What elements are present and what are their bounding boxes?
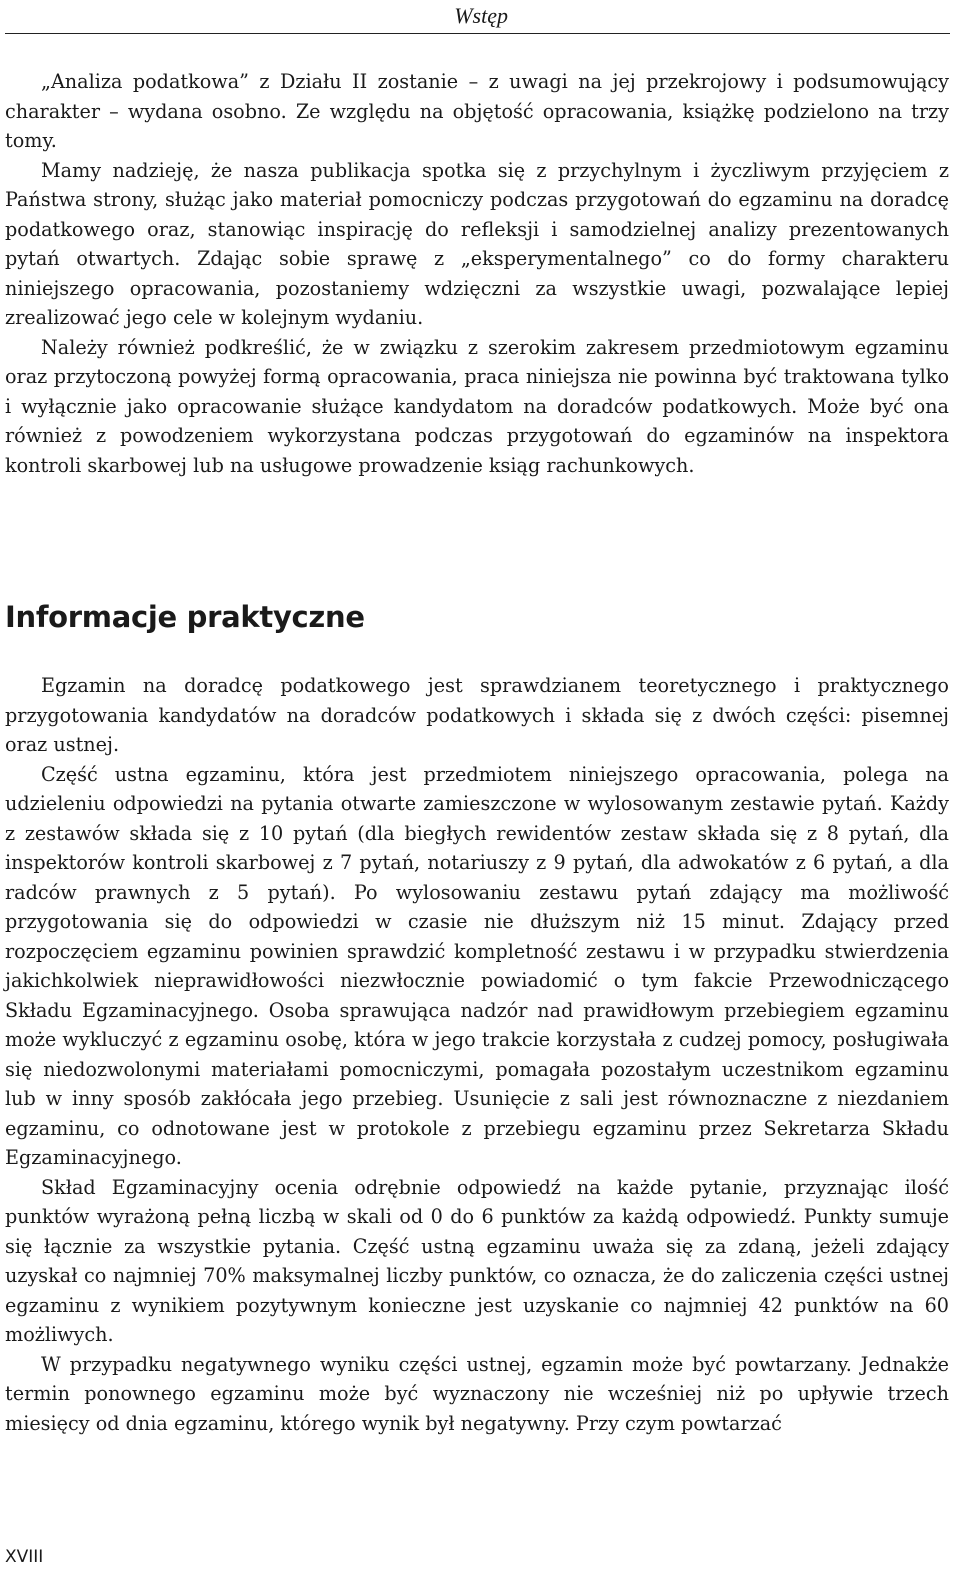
section-paragraph: W przypadku negatywnego wyniku części ustnej, egzamin może być powtarzany. Jednakże termin ponownego egzaminu może być wyznaczony nie wcześniej niż po upływie trzech miesięcy od dnia egzaminu, którego wynik był negatywny. Przy czym powtarzać (5, 1352, 949, 1435)
running-head-title: Wstęp (454, 3, 508, 28)
practical-info-section (5, 671, 949, 1438)
intro-paragraph: „Analiza podatkowa” z Działu II zostanie – z uwagi na jej przekrojowy i podsumowujący charakter – wydana osobno. Ze względu na objętość opracowania, książkę podzielono na trzy tomy. (5, 70, 949, 152)
section-paragraph: Część ustna egzaminu, która jest przedmiotem niniejszego opracowania, polega na udzieleniu odpowiedzi na pytania otwarte zamieszczone w wylosowanym zestawie pytań. Każdy z zestawów składa się z 10 pytań (dla biegłych rewidentów zestaw składa się z 8 pytań, dla inspektorów kontroli skarbowej z 7 pytań, notariuszy z 9 pytań, dla adwokatów z 6 pytań, a dla radców prawnych z 5 pytań). Po wylosowaniu zestawu pytań zdający ma możliwość przygotowania się do odpowiedzi w czasie nie dłuższym niż 15 minut. Zdający przed rozpoczęciem egzaminu powinien sprawdzić kompletność zestawu i w przypadku stwierdzenia jakichkolwiek nieprawidłowości niezwłocznie powiadomić o tym fakcie Przewodniczącego Składu Egzaminacyjnego. Osoba sprawująca nadzór nad prawidłowym przebiegiem egzaminu może wykluczyć z egzaminu osobę, która w jego trakcie korzystała z cudzej pomocy, posługiwała się niedozwolonymi materiałami pomocniczymi, pomagała pozostałym uczestnikom egzaminu lub w inny sposób zakłócała jego przebieg. Usunięcie z sali jest równoznaczne z niezdaniem egzaminu, co odnotowane jest w protokole z przebiegu egzaminu przez Sekretarza Składu Egzaminacyjnego. (5, 762, 949, 1169)
section-paragraph: Egzamin na doradcę podatkowego jest sprawdzianem teoretycznego i praktycznego przygotowania kandydatów na doradców podatkowych i składa się z dwóch części: pisemnej oraz ustnej. (5, 674, 949, 756)
page-number: XVIII (5, 1547, 44, 1567)
running-head (5, 0, 950, 34)
section-paragraph: Skład Egzaminacyjny ocenia odrębnie odpowiedź na każde pytanie, przyznając ilość punktów wyrażoną pełną liczbą w skali od 0 do 6 punktów za każdą odpowiedź. Punkty sumuje się łącznie za wszystkie pytania. Część ustną egzaminu uważa się za zdaną, jeżeli zdający uzyskał co najmniej 70% maksymalnej liczby punktów, co oznacza, że do zaliczenia części ustnej egzaminu z wynikiem pozytywnym konieczne jest uzyskanie co najmniej 42 punktów na 60 możliwych. (5, 1175, 949, 1346)
intro-section (5, 67, 949, 480)
intro-paragraph: Mamy nadzieję, że nasza publikacja spotka się z przychylnym i życzliwym przyjęciem z Państwa strony, służąc jako materiał pomocniczy podczas przygotowań do egzaminu na doradcę podatkowego oraz, stanowiąc inspirację do refleksji i samodzielnej analizy prezentowanych pytań otwartych. Zdając sobie sprawę z „eksperymentalnego” co do formy charakteru niniejszego opracowania, pozostaniemy wdzięczni za wszystkie uwagi, pozwalające lepiej zrealizować jego cele w kolejnym wydaniu. (5, 158, 949, 329)
intro-paragraph: Należy również podkreślić, że w związku z szerokim zakresem przedmiotowym egzaminu oraz przytoczoną powyżej formą opracowania, praca niniejsza nie powinna być traktowana tylko i wyłącznie jako opracowanie służące kandydatom na doradców podatkowych. Może być ona również z powodzeniem wykorzystana podczas przygotowań do egzaminów na inspektora kontroli skarbowej lub na usługowe prowadzenie ksiąg rachunkowych. (5, 335, 949, 477)
section-heading: Informacje praktyczne (5, 600, 365, 634)
